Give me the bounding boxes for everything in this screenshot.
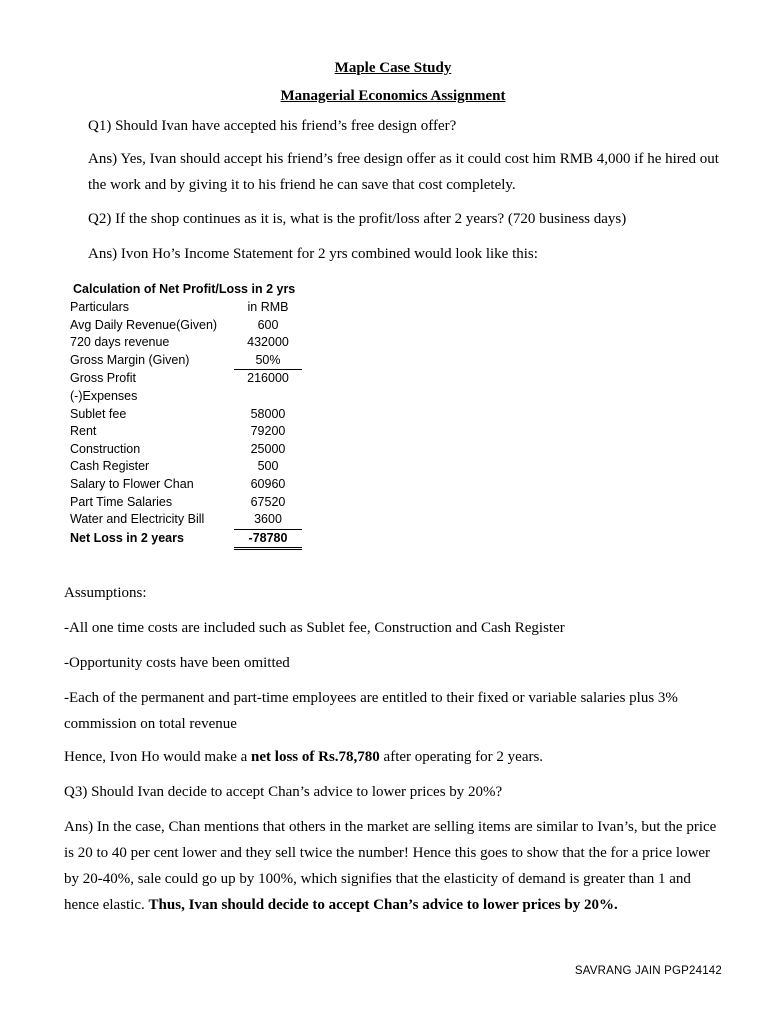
assumptions-heading: Assumptions: bbox=[64, 585, 147, 601]
table-cell-label: Cash Register bbox=[70, 459, 150, 474]
table-cell-value: 500 bbox=[257, 459, 279, 474]
table-row bbox=[66, 441, 302, 459]
table-cell-label: Gross Profit bbox=[70, 371, 136, 386]
table-cell-value: 216000 bbox=[247, 371, 289, 386]
table-cell-value: 50% bbox=[234, 352, 302, 370]
profit-loss-table bbox=[66, 299, 302, 550]
table-cell-value: 79200 bbox=[250, 424, 286, 439]
answer-3-conclusion: Thus, Ivan should decide to accept Chan’s advice to lower prices by 20%. bbox=[148, 897, 618, 913]
question-2: Q2) If the shop continues as it is, what is the profit/loss after 2 years? (720 business days) bbox=[88, 211, 627, 227]
question-3: Q3) Should Ivan decide to accept Chan’s advice to lower prices by 20%? bbox=[64, 784, 503, 800]
answer-3-text: Ans) In the case, Chan mentions that others in the market are selling items are similar to Ivan’s, but the price is 20 to 40 per cent lower and they sell twice the number! Hence this goes to show that the for a price lower by 20-40%, sale could go up by 100%, which signifies that the elasticity of demand is greater than 1 and hence elastic. bbox=[64, 819, 717, 913]
hence-pre: Hence, Ivon Ho would make a bbox=[64, 749, 252, 765]
table-cell-value bbox=[234, 388, 302, 406]
table-row bbox=[66, 406, 302, 424]
document-subtitle: Managerial Economics Assignment bbox=[280, 88, 506, 104]
answer-1-text: Ans) Yes, Ivan should accept his friend’s free design offer as it could cost him RMB 4,000 if he hired out the work and by giving it to his friend he can save that cost completely. bbox=[88, 151, 719, 193]
question-1: Q1) Should Ivan have accepted his friend’s free design offer? bbox=[88, 118, 457, 134]
hence-bold: net loss of Rs.78,780 bbox=[251, 749, 380, 765]
table-header-row bbox=[66, 299, 302, 317]
table-cell-value: 432000 bbox=[247, 335, 289, 350]
table-total-value: -78780 bbox=[234, 529, 302, 549]
table-total-label: Net Loss in 2 years bbox=[70, 531, 184, 546]
table-row bbox=[66, 511, 302, 529]
table-row bbox=[66, 494, 302, 512]
document-title: Maple Case Study bbox=[334, 60, 452, 76]
table-cell-value: in RMB bbox=[247, 300, 289, 314]
assumption-item: -All one time costs are included such as Sublet fee, Construction and Cash Register bbox=[64, 620, 565, 636]
table-cell-label: Rent bbox=[70, 424, 97, 439]
table-row bbox=[66, 423, 302, 441]
hence-statement bbox=[64, 744, 724, 770]
table-cell-label: Water and Electricity Bill bbox=[70, 512, 205, 527]
table-row bbox=[66, 352, 302, 370]
table-cell-label: Gross Margin (Given) bbox=[70, 353, 190, 368]
table-row bbox=[66, 334, 302, 352]
table-cell-label: Particulars bbox=[70, 300, 130, 314]
table-row bbox=[66, 317, 302, 335]
table-row bbox=[66, 370, 302, 388]
table-cell-label: Sublet fee bbox=[70, 406, 127, 421]
assumption-item: -Each of the permanent and part-time employees are entitled to their fixed or variable salaries plus 3% commission on total revenue bbox=[64, 690, 678, 732]
table-cell-label: Part Time Salaries bbox=[70, 494, 173, 509]
assumption-item: -Opportunity costs have been omitted bbox=[64, 655, 290, 671]
table-cell-label: 720 days revenue bbox=[70, 335, 170, 350]
table-row bbox=[66, 388, 302, 406]
table-cell-value: 58000 bbox=[250, 406, 286, 421]
hence-post: after operating for 2 years. bbox=[379, 749, 544, 765]
table-cell-value: 3600 bbox=[234, 511, 302, 529]
answer-2: Ans) Ivon Ho’s Income Statement for 2 yrs combined would look like this: bbox=[88, 246, 538, 262]
table-cell-value: 60960 bbox=[250, 476, 286, 491]
table-cell-label: Salary to Flower Chan bbox=[70, 476, 194, 491]
table-row bbox=[66, 458, 302, 476]
table-cell-value: 67520 bbox=[250, 494, 286, 509]
table-row bbox=[66, 476, 302, 494]
table-cell-label: Construction bbox=[70, 441, 141, 456]
table-title: Calculation of Net Profit/Loss in 2 yrs bbox=[73, 282, 296, 296]
table-cell-value: 600 bbox=[257, 317, 279, 332]
table-cell-value: 25000 bbox=[250, 441, 286, 456]
table-total-row bbox=[66, 529, 302, 549]
table-cell-label: Avg Daily Revenue(Given) bbox=[70, 317, 218, 332]
answer-3 bbox=[64, 814, 724, 918]
footer-author: SAVRANG JAIN PGP24142 bbox=[574, 965, 722, 977]
table-cell-label: (-)Expenses bbox=[70, 388, 138, 403]
answer-1 bbox=[88, 146, 728, 198]
